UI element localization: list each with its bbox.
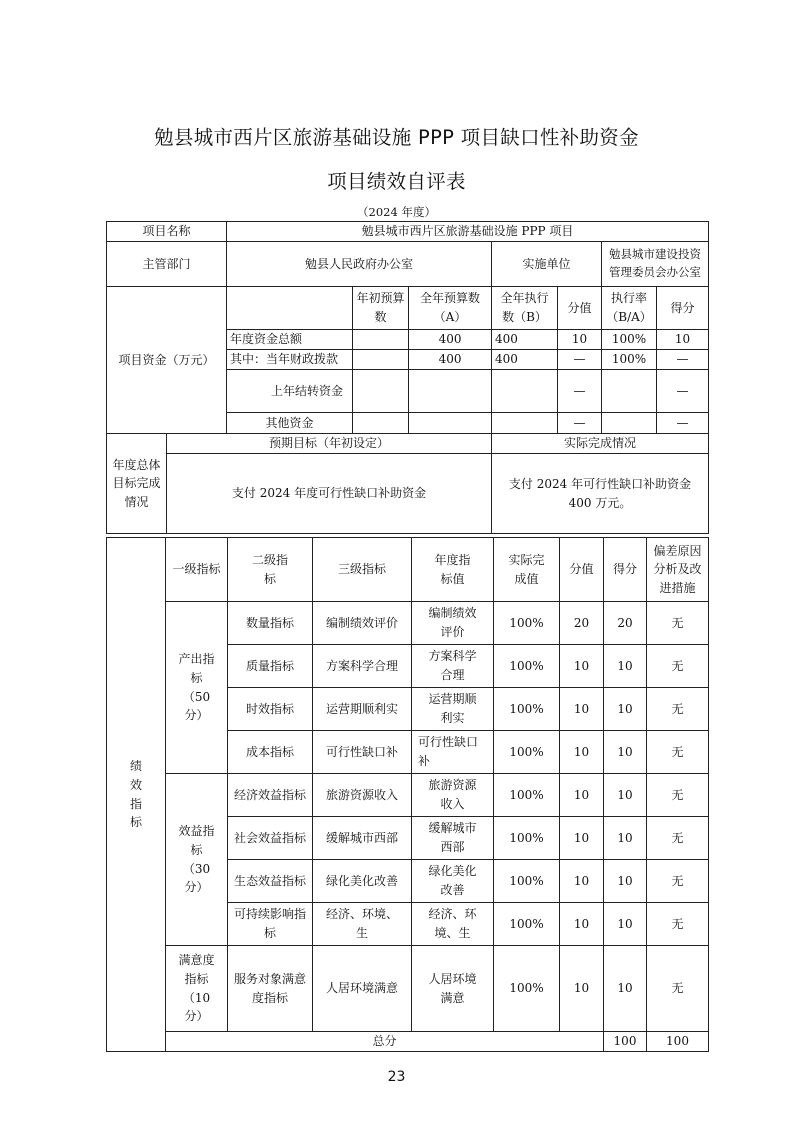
- reason-cell: 无: [647, 688, 709, 731]
- got-cell: 10: [604, 946, 647, 1032]
- funds-row-label: 其中：当年财政拨款: [227, 350, 353, 370]
- funds-cell: [353, 413, 409, 434]
- got-cell: 10: [604, 731, 647, 774]
- funds-header-blank: [227, 287, 353, 330]
- reason-cell: 无: [647, 645, 709, 688]
- header-target: 年度指标值: [412, 538, 494, 602]
- funds-cell: —: [558, 350, 602, 370]
- got-cell: 10: [604, 860, 647, 903]
- target-cell: 旅游资源收入: [412, 774, 494, 817]
- funds-cell: —: [657, 413, 709, 434]
- funds-cell: [353, 350, 409, 370]
- funds-header-rate: 执行率（B/A）: [602, 287, 657, 330]
- indicators-label: 绩效指标: [107, 538, 166, 1052]
- funds-cell: [409, 370, 492, 413]
- header-level3: 三级指标: [313, 538, 412, 602]
- funds-cell: [353, 330, 409, 350]
- header-level2: 二级指标: [228, 538, 313, 602]
- actual-cell: 100%: [494, 602, 560, 645]
- score-cell: 10: [560, 817, 604, 860]
- score-cell: 10: [560, 946, 604, 1032]
- funds-cell: —: [558, 413, 602, 434]
- level3-cell: 方案科学合理: [313, 645, 412, 688]
- dept-label: 主管部门: [107, 242, 227, 287]
- funds-cell: —: [657, 350, 709, 370]
- reason-cell: 无: [647, 774, 709, 817]
- got-cell: 10: [604, 688, 647, 731]
- indicators-table: [106, 537, 709, 1052]
- got-cell: 10: [604, 774, 647, 817]
- funds-header-exec: 全年执行数（B）: [492, 287, 558, 330]
- funds-cell: 10: [558, 330, 602, 350]
- level2-cell: 社会效益指标: [228, 817, 313, 860]
- total-score: 100: [604, 1032, 647, 1052]
- target-cell: 经济、环境、生: [412, 903, 494, 946]
- total-got: 100: [647, 1032, 709, 1052]
- level3-cell: 经济、环境、生: [313, 903, 412, 946]
- document-title: 勉县城市西片区旅游基础设施 PPP 项目缺口性补助资金: [154, 126, 639, 149]
- actual-cell: 100%: [494, 860, 560, 903]
- target-cell: 缓解城市西部: [412, 817, 494, 860]
- goals-expected-header: 预期目标（年初设定）: [167, 434, 492, 454]
- actual-cell: 100%: [494, 645, 560, 688]
- funds-cell: [492, 413, 558, 434]
- funds-cell: 10: [657, 330, 709, 350]
- level1-benefit: 效益指标（30分）: [166, 774, 228, 946]
- year-label: （2024 年度）: [357, 205, 436, 219]
- target-cell: 方案科学合理: [412, 645, 494, 688]
- score-cell: 10: [560, 774, 604, 817]
- funds-cell: 100%: [602, 350, 657, 370]
- target-cell: 运营期顺利实: [412, 688, 494, 731]
- level3-cell: 绿化美化改善: [313, 860, 412, 903]
- funds-cell: [353, 370, 409, 413]
- funds-cell: [492, 370, 558, 413]
- level3-cell: 人居环境满意: [313, 946, 412, 1032]
- funds-header-got: 得分: [657, 287, 709, 330]
- goals-label: 年度总体目标完成情况: [107, 434, 167, 534]
- target-cell: 人居环境满意: [412, 946, 494, 1032]
- score-cell: 10: [560, 731, 604, 774]
- level2-cell: 生态效益指标: [228, 860, 313, 903]
- got-cell: 10: [604, 903, 647, 946]
- page-number: 23: [387, 1069, 406, 1085]
- funds-row-label: 年度资金总额: [227, 330, 353, 350]
- reason-cell: 无: [647, 860, 709, 903]
- score-cell: 10: [560, 688, 604, 731]
- funds-cell: 100%: [602, 330, 657, 350]
- level2-cell: 成本指标: [228, 731, 313, 774]
- level3-cell: 旅游资源收入: [313, 774, 412, 817]
- target-cell: 绿化美化改善: [412, 860, 494, 903]
- funds-cell: 400: [492, 330, 558, 350]
- funds-cell: [409, 413, 492, 434]
- reason-cell: 无: [647, 946, 709, 1032]
- level1-output: 产出指标（50分）: [166, 602, 228, 774]
- header-reason: 偏差原因分析及改进措施: [647, 538, 709, 602]
- got-cell: 10: [604, 817, 647, 860]
- header-got: 得分: [604, 538, 647, 602]
- score-cell: 10: [560, 860, 604, 903]
- target-cell: 可行性缺口补: [412, 731, 494, 774]
- funds-label: 项目资金（万元）: [107, 287, 227, 434]
- document-subtitle: 项目绩效自评表: [327, 170, 466, 193]
- actual-cell: 100%: [494, 903, 560, 946]
- reason-cell: 无: [647, 903, 709, 946]
- header-score: 分值: [560, 538, 604, 602]
- level2-cell: 经济效益指标: [228, 774, 313, 817]
- target-cell: 编制绩效评价: [412, 602, 494, 645]
- actual-cell: 100%: [494, 731, 560, 774]
- project-name-label: 项目名称: [107, 222, 227, 242]
- funds-header-annual: 全年预算数（A）: [409, 287, 492, 330]
- header-level1: 一级指标: [166, 538, 228, 602]
- level2-cell: 可持续影响指标: [228, 903, 313, 946]
- unit-value: 勉县城市建设投资管理委员会办公室: [602, 242, 709, 287]
- actual-cell: 100%: [494, 817, 560, 860]
- reason-cell: 无: [647, 602, 709, 645]
- got-cell: 10: [604, 645, 647, 688]
- reason-cell: 无: [647, 817, 709, 860]
- header-actual: 实际完成值: [494, 538, 560, 602]
- funds-header-score: 分值: [558, 287, 602, 330]
- reason-cell: 无: [647, 731, 709, 774]
- funds-header-initial: 年初预算数: [353, 287, 409, 330]
- score-cell: 10: [560, 645, 604, 688]
- goals-actual-header: 实际完成情况: [492, 434, 709, 454]
- funds-cell: 400: [409, 350, 492, 370]
- goals-actual: 支付 2024 年可行性缺口补助资金 400 万元。: [492, 454, 709, 534]
- actual-cell: 100%: [494, 946, 560, 1032]
- funds-row-label: 其他资金: [227, 413, 353, 434]
- funds-cell: —: [657, 370, 709, 413]
- dept-value: 勉县人民政府办公室: [227, 242, 492, 287]
- level2-cell: 时效指标: [228, 688, 313, 731]
- level3-cell: 缓解城市西部: [313, 817, 412, 860]
- funds-cell: [602, 413, 657, 434]
- got-cell: 20: [604, 602, 647, 645]
- score-cell: 10: [560, 903, 604, 946]
- level2-cell: 服务对象满意度指标: [228, 946, 313, 1032]
- actual-cell: 100%: [494, 774, 560, 817]
- level3-cell: 编制绩效评价: [313, 602, 412, 645]
- funds-cell: 400: [492, 350, 558, 370]
- project-name-value: 勉县城市西片区旅游基础设施 PPP 项目: [227, 222, 709, 242]
- score-cell: 20: [560, 602, 604, 645]
- funds-row-label: 上年结转资金: [227, 370, 353, 413]
- level3-cell: 可行性缺口补: [313, 731, 412, 774]
- unit-label: 实施单位: [492, 242, 602, 287]
- level2-cell: 质量指标: [228, 645, 313, 688]
- funds-cell: —: [558, 370, 602, 413]
- info-table: [106, 221, 709, 534]
- funds-cell: [602, 370, 657, 413]
- total-label: 总分: [166, 1032, 604, 1052]
- level2-cell: 数量指标: [228, 602, 313, 645]
- level1-satisfaction: 满意度指标（10分）: [166, 946, 228, 1032]
- actual-cell: 100%: [494, 688, 560, 731]
- goals-expected: 支付 2024 年度可行性缺口补助资金: [167, 454, 492, 534]
- level3-cell: 运营期顺利实: [313, 688, 412, 731]
- funds-cell: 400: [409, 330, 492, 350]
